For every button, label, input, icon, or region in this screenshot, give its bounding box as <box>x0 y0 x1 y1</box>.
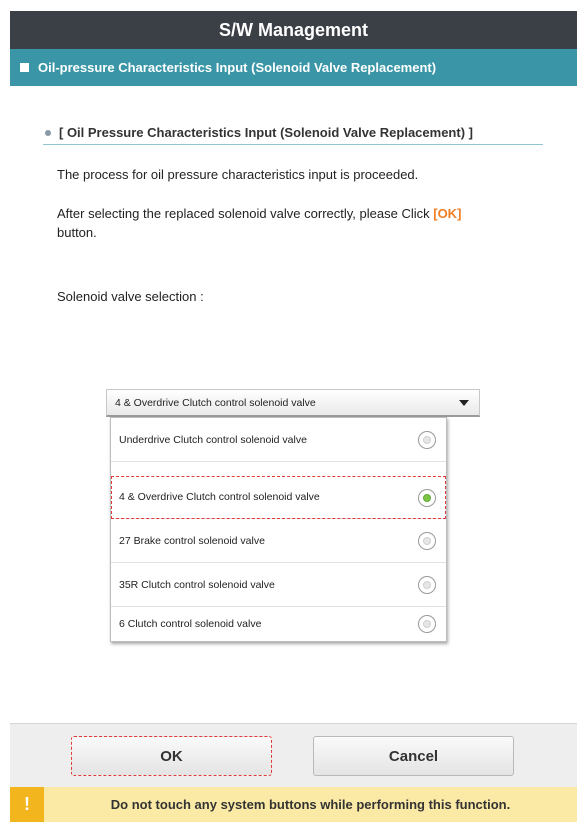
radio-indicator-icon <box>423 581 431 589</box>
valve-option-label: 35R Clutch control solenoid valve <box>119 578 275 591</box>
radio-indicator-icon <box>423 620 431 628</box>
instruction-line-2-prefix: After selecting the replaced solenoid valve correctly, please Click <box>57 206 434 221</box>
sw-management-window <box>10 11 577 822</box>
valve-option[interactable] <box>111 418 446 462</box>
radio-button[interactable] <box>418 615 436 633</box>
subheader-title: Oil-pressure Characteristics Input (Solenoid Valve Replacement) <box>38 60 437 75</box>
instruction-line-1: The process for oil pressure characteristics input is proceeded. <box>57 167 419 182</box>
valve-option[interactable] <box>111 519 446 563</box>
subheader-bar <box>10 49 577 86</box>
radio-indicator-icon <box>423 537 431 545</box>
radio-button-checked[interactable] <box>418 489 436 507</box>
radio-indicator-icon <box>423 436 431 444</box>
chevron-down-icon <box>459 400 469 406</box>
bullet-dot-icon <box>45 130 51 136</box>
window-title: S/W Management <box>10 11 577 49</box>
solenoid-valve-list <box>110 417 447 642</box>
instruction-line-2 <box>57 204 517 242</box>
valve-option[interactable] <box>111 563 446 607</box>
valve-option-label: 4 & Overdrive Clutch control solenoid valve <box>119 491 320 503</box>
section-heading <box>43 121 543 145</box>
radio-button[interactable] <box>418 431 436 449</box>
warning-text: Do not touch any system buttons while performing this function. <box>110 797 511 812</box>
valve-option-label: Underdrive Clutch control solenoid valve <box>119 433 307 446</box>
cancel-button[interactable]: Cancel <box>313 736 514 776</box>
section-heading-text: [ Oil Pressure Characteristics Input (Solenoid Valve Replacement) ] <box>59 125 473 140</box>
ok-reference: [OK] <box>433 206 462 221</box>
selection-label: Solenoid valve selection : <box>57 289 204 304</box>
radio-indicator-icon <box>423 494 431 502</box>
dropdown-selected-value: 4 & Overdrive Clutch control solenoid valve <box>115 396 316 409</box>
solenoid-valve-dropdown[interactable] <box>106 389 480 417</box>
valve-option-selected[interactable] <box>111 476 446 519</box>
radio-button[interactable] <box>418 532 436 550</box>
button-bar <box>10 723 577 787</box>
radio-button[interactable] <box>418 576 436 594</box>
valve-option[interactable] <box>111 607 446 641</box>
valve-option-label: 6 Clutch control solenoid valve <box>119 618 262 630</box>
valve-option-label: 27 Brake control solenoid valve <box>119 534 265 547</box>
instruction-line-2-suffix: button. <box>57 225 97 240</box>
square-bullet-icon <box>20 63 29 72</box>
warning-banner <box>10 787 577 822</box>
ok-button[interactable]: OK <box>71 736 272 776</box>
warning-icon: ! <box>10 787 44 822</box>
